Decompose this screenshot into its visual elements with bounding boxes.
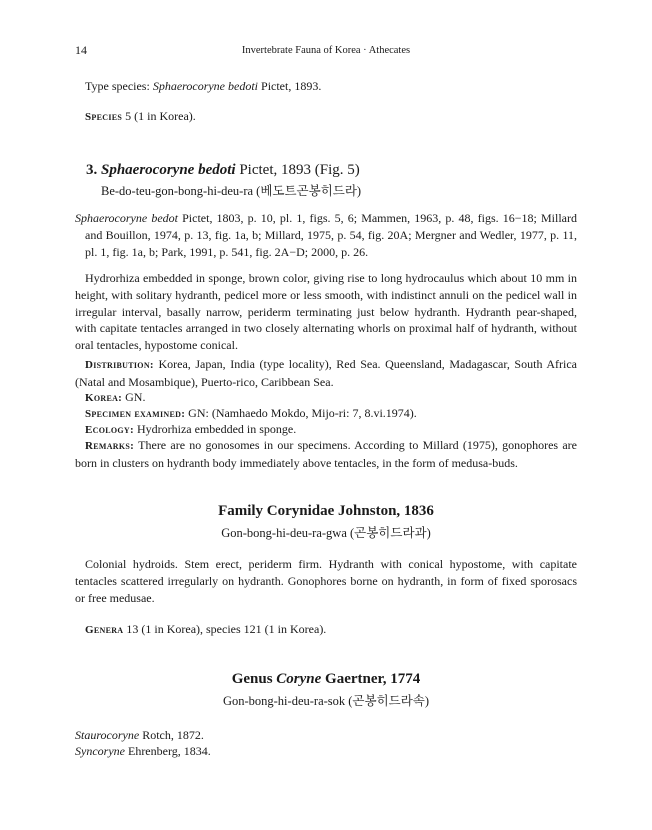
genera-text: 13 (1 in Korea), species 121 (1 in Korea).: [126, 622, 327, 636]
species-number: 3.: [86, 162, 98, 178]
description-paragraph: Hydrorhiza embedded in sponge, brown color, giving rise to long hydrocaulus which about 10 mm in height, with solitary hydranth, pedicel more or less smooth, with indistinct annuli on the pedicel wall in irregular interval, basally narrow, periderm terminating just below hydranth. Hydranth pear-shaped, with capitate tentacles arranged in two closely alternating whorls on proximal half of hydranth, without oral tentacles, hypostome conical.: [75, 271, 577, 353]
species-korean-name: Be-do-teu-gon-bong-hi-deu-ra (베도트곤봉히드라): [101, 184, 362, 198]
family-korean-name: Gon-bong-hi-deu-ra-gwa (곤봉히드라과): [221, 526, 431, 540]
korea-text: GN.: [125, 390, 146, 404]
distribution-text: Korea, Japan, India (type locality), Red Sea. Queensland, Madagascar, South Africa (Natal and Mosambique), Puerto-rico, Caribbean Sea.: [75, 357, 578, 389]
genus-author: Gaertner, 1774: [325, 671, 421, 687]
genus-synonym-name: Staurocoryne: [75, 728, 140, 742]
genus-name: Coryne: [276, 671, 322, 687]
genus-heading: [0, 671, 652, 688]
synonymy-text: Pictet, 1803, p. 10, pl. 1, figs. 5, 6; Mammen, 1963, p. 48, figs. 16−18; Millard and Bouillon, 1974, p. 13, fig. 1a, b; Millard, 1975, p. 54, fig. 20A; Mergner and Wedler, 1977, p. 11, pl. 1, fig. 1a, b; Park, 1991, p. 541, fig. 2A−D; 2000, p. 26.: [85, 211, 577, 259]
type-species-name: Sphaerocoryne bedoti: [152, 79, 259, 93]
running-title: Invertebrate Fauna of Korea · Athecates: [241, 45, 411, 56]
korea-label: Korea:: [85, 392, 123, 404]
type-species-label: Type species:: [85, 79, 150, 93]
synonymy-name: Sphaerocoryne bedot: [75, 211, 178, 225]
distribution-label: Distribution:: [85, 359, 154, 371]
page-number: 14: [75, 43, 87, 57]
specimen-text: GN: (Namhaedo Mokdo, Mijo-ri: 7, 8.vi.1974).: [188, 406, 417, 420]
genus-prefix: Genus: [231, 671, 273, 687]
synonymy-paragraph: [75, 210, 577, 260]
family-heading: Family Corynidae Johnston, 1836: [218, 503, 434, 519]
species-label: Species: [85, 111, 123, 123]
distribution-paragraph: [75, 356, 577, 391]
ecology-label: Ecology:: [85, 424, 134, 436]
species-author: Pictet, 1893 (Fig. 5): [239, 162, 360, 178]
species-text: 5 (1 in Korea).: [125, 109, 196, 123]
species-count-line: [75, 108, 577, 126]
species-name: Sphaerocoryne bedoti: [101, 162, 236, 178]
species-heading: [86, 162, 360, 179]
genus-synonym: [75, 744, 211, 759]
type-species-line: [75, 78, 577, 95]
genus-synonym-name: Syncoryne: [75, 744, 125, 758]
genus-synonym-author: Ehrenberg, 1834.: [127, 744, 211, 758]
genera-label: Genera: [85, 624, 124, 636]
remarks-paragraph: [75, 437, 577, 472]
genus-synonym-author: Rotch, 1872.: [142, 728, 204, 742]
remarks-text: There are no gonosomes in our specimens. According to Millard (1975), gonophores are born in clusters on hydranth body immediately above tentacles, in the form of medusa-buds.: [75, 438, 577, 470]
family-description: Colonial hydroids. Stem erect, periderm firm. Hydranth with conical hypostome, with capitate tentacles scattered irregularly on hydranth. Gonophores borne on hydranth, in form of fixed sporosacs or free medusae.: [75, 557, 577, 605]
ecology-text: Hydrorhiza embedded in sponge.: [136, 422, 297, 436]
type-species-author: Pictet, 1893.: [261, 79, 322, 93]
genus-synonym: [75, 728, 204, 743]
genera-count-line: [75, 621, 577, 639]
specimen-label: Specimen examined:: [85, 408, 186, 420]
genus-korean-name: Gon-bong-hi-deu-ra-sok (곤봉히드라속): [222, 694, 430, 708]
remarks-label: Remarks:: [85, 440, 135, 452]
